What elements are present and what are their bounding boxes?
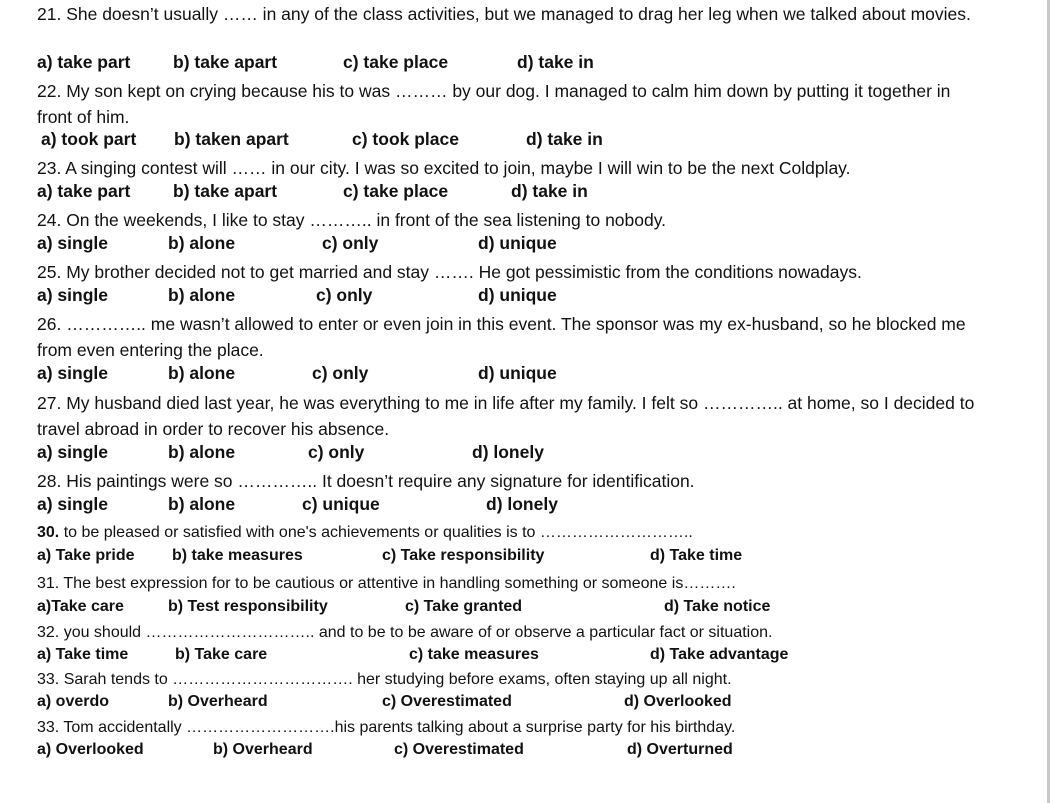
option-d: d) unique [478, 233, 557, 253]
option-c: c) unique [302, 494, 380, 514]
option-a: a) overdo [37, 693, 110, 710]
option-d: d) lonely [486, 494, 558, 514]
option-c: c) take place [343, 181, 449, 201]
question-31-text: 31. The best expression for to be cautious or attentive in handling something or someone is………. [37, 575, 736, 592]
option-c: c) take place [343, 52, 449, 72]
question-27-text: 27. My husband died last year, he was everything to me in life after my family. I felt so ………….. at home, so I decided to travel abroad in order to recover his absence. [37, 393, 975, 439]
option-a: a) take part [37, 52, 131, 72]
option-a: a) took part [41, 129, 137, 149]
question-30-text [37, 522, 987, 544]
question-24-text: 24. On the weekends, I like to stay ……….. in front of the sea listening to nobody. [37, 210, 667, 230]
question-30-number: 30. [37, 524, 60, 541]
option-a: a) Take pride [37, 547, 135, 564]
option-b: b) Test responsibility [168, 598, 328, 615]
option-a: a) single [37, 363, 108, 383]
question-22-text: 22. My son kept on crying because his to was ……… by our dog. I managed to calm him down by putting it together in front of him. [37, 81, 951, 127]
option-b: b) alone [168, 442, 236, 462]
option-a: a) Take time [37, 646, 129, 663]
question-25-text: 25. My brother decided not to get married and stay ……. He got pessimistic from the conditions nowadays. [37, 262, 862, 282]
option-d: d) Take time [650, 547, 743, 564]
option-b: b) Overheard [168, 693, 268, 710]
option-c: c) only [316, 285, 373, 305]
option-c: c) took place [352, 129, 459, 149]
question-21-text: 21. She doesn’t usually …… in any of the class activities, but we managed to drag her leg when we talked about movies. [37, 4, 971, 24]
option-d: d) unique [478, 285, 557, 305]
question-33b-text: 33. Tom accidentally ……………………….his parents talking about a surprise party for his birthday. [37, 719, 736, 736]
option-b: b) alone [168, 494, 236, 514]
option-d: d) Take advantage [650, 646, 789, 663]
option-c: c) only [312, 363, 369, 383]
option-d: d) take in [517, 52, 594, 72]
option-a: a) single [37, 233, 108, 253]
option-d: d) take in [511, 181, 588, 201]
option-c: c) Take granted [405, 598, 523, 615]
option-c: c) Overestimated [394, 741, 524, 758]
question-32-text: 32. you should ………………………….. and to be to be aware of or observe a particular fact or situation. [37, 624, 773, 641]
option-c: c) Take responsibility [382, 547, 545, 564]
option-b: b) alone [168, 285, 236, 305]
option-d: d) Overturned [627, 741, 733, 758]
option-a: a) Overlooked [37, 741, 144, 758]
option-d: d) Overlooked [624, 693, 732, 710]
option-a: a) single [37, 494, 108, 514]
option-c: c) take measures [409, 646, 539, 663]
option-a: a)Take care [37, 598, 124, 615]
option-d: d) unique [478, 363, 557, 383]
option-b: b) alone [168, 233, 236, 253]
option-c: c) only [322, 233, 379, 253]
option-b: b) Take care [175, 646, 268, 663]
option-b: b) Overheard [213, 741, 313, 758]
option-d: d) lonely [472, 442, 544, 462]
option-d: d) take in [526, 129, 603, 149]
option-c: c) Overestimated [382, 693, 512, 710]
question-33a-text: 33. Sarah tends to ……………………………. her studying before exams, often staying up all night. [37, 671, 732, 688]
question-30-body: to be pleased or satisfied with one's achievements or qualities is to ……………………….. [59, 524, 693, 541]
option-b: b) alone [168, 363, 236, 383]
question-28-text: 28. His paintings were so ………….. It doesn’t require any signature for identification. [37, 471, 695, 491]
option-b: b) take measures [172, 547, 303, 564]
option-b: b) take apart [173, 181, 278, 201]
option-c: c) only [308, 442, 365, 462]
question-23-text: 23. A singing contest will …… in our city. I was so excited to join, maybe I will win to be the next Coldplay. [37, 158, 851, 178]
option-a: a) single [37, 442, 108, 462]
option-b: b) take apart [173, 52, 278, 72]
option-a: a) take part [37, 181, 131, 201]
option-b: b) taken apart [174, 129, 289, 149]
option-a: a) single [37, 285, 108, 305]
question-26-text: 26. ………….. me wasn’t allowed to enter or even join in this event. The sponsor was my ex-husband, so he blocked me from even entering the place. [37, 314, 966, 360]
option-d: d) Take notice [664, 598, 771, 615]
